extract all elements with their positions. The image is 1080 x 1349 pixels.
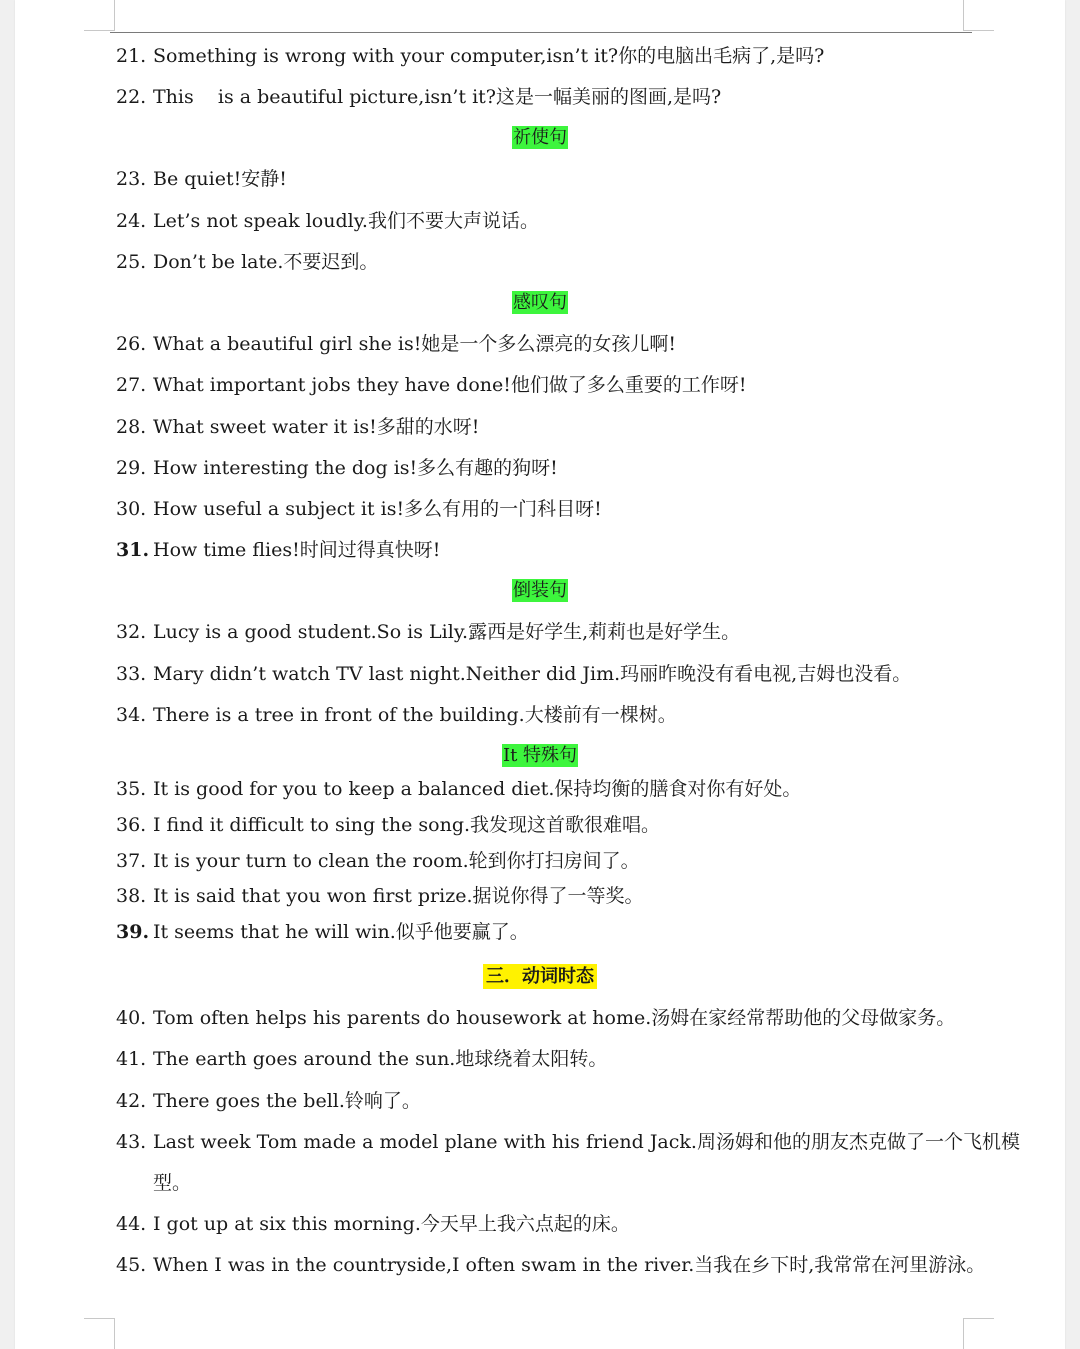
margin-corner-top-right [963, 0, 994, 31]
section-heading-it-special: It 特殊句 [502, 745, 578, 766]
header-rule [110, 32, 972, 33]
sentence-item: 25. Don’t be late.不要迟到。 [116, 251, 379, 273]
section-heading-exclamatory: 感叹句 [513, 292, 567, 313]
sentence-item: 43. Last week Tom made a model plane with his friend Jack.周汤姆和他的朋友杰克做了一个飞机模 [116, 1131, 1020, 1153]
sentence-item: 31. How time flies!时间过得真快呀! [116, 539, 441, 561]
sentence-item: 42. There goes the bell.铃响了。 [116, 1090, 421, 1112]
margin-corner-bottom-right [963, 1318, 994, 1349]
sentence-item: 27. What important jobs they have done!他们做了多么重要的工作呀! [116, 374, 747, 396]
sentence-item: 32. Lucy is a good student.So is Lily.露西是好学生,莉莉也是好学生。 [116, 621, 741, 643]
sentence-item: 30. How useful a subject it is!多么有用的一门科目呀! [116, 498, 602, 520]
sentence-item: 22. This is a beautiful picture,isn’t it?这是一幅美丽的图画,是吗? [116, 86, 722, 108]
sentence-item: 44. I got up at six this morning.今天早上我六点起的床。 [116, 1213, 630, 1235]
sentence-item: 35. It is good for you to keep a balanced diet.保持均衡的膳食对你有好处。 [116, 778, 802, 800]
section-heading-verb-tenses: 三．动词时态 [0, 965, 1080, 989]
section-heading-imperative: 祈使句 [513, 127, 567, 148]
margin-corner-top-left [84, 0, 115, 31]
sentence-item: 41. The earth goes around the sun.地球绕着太阳转。 [116, 1048, 608, 1070]
sentence-item: 39. It seems that he will win.似乎他要赢了。 [116, 921, 529, 943]
sentence-item: 28. What sweet water it is!多甜的水呀! [116, 416, 480, 438]
sentence-continuation: 型。 [153, 1172, 192, 1194]
sentence-item: 40. Tom often helps his parents do housework at home.汤姆在家经常帮助他的父母做家务。 [116, 1007, 956, 1029]
margin-corner-bottom-left [84, 1318, 115, 1349]
sentence-item: 26. What a beautiful girl she is!她是一个多么漂亮的女孩儿啊! [116, 333, 677, 355]
sentence-item: 36. I find it difficult to sing the song.我发现这首歌很难唱。 [116, 814, 661, 836]
sentence-item: 38. It is said that you won first prize.据说你得了一等奖。 [116, 885, 644, 907]
sentence-item: 29. How interesting the dog is!多么有趣的狗呀! [116, 457, 558, 479]
sentence-item: 45. When I was in the countryside,I often swam in the river.当我在乡下时,我常常在河里游泳。 [116, 1254, 986, 1276]
sentence-item: 23. Be quiet!安静! [116, 168, 287, 190]
sentence-item: 33. Mary didn’t watch TV last night.Neither did Jim.玛丽昨晚没有看电视,吉姆也没看。 [116, 663, 912, 685]
sentence-item: 37. It is your turn to clean the room.轮到你打扫房间了。 [116, 850, 640, 872]
sentence-item: 21. Something is wrong with your computer,isn’t it?你的电脑出毛病了,是吗? [116, 45, 825, 67]
section-heading-inverted: 倒装句 [513, 580, 567, 601]
sentence-item: 34. There is a tree in front of the building.大楼前有一棵树。 [116, 704, 677, 726]
sentence-item: 24. Let’s not speak loudly.我们不要大声说话。 [116, 210, 539, 232]
